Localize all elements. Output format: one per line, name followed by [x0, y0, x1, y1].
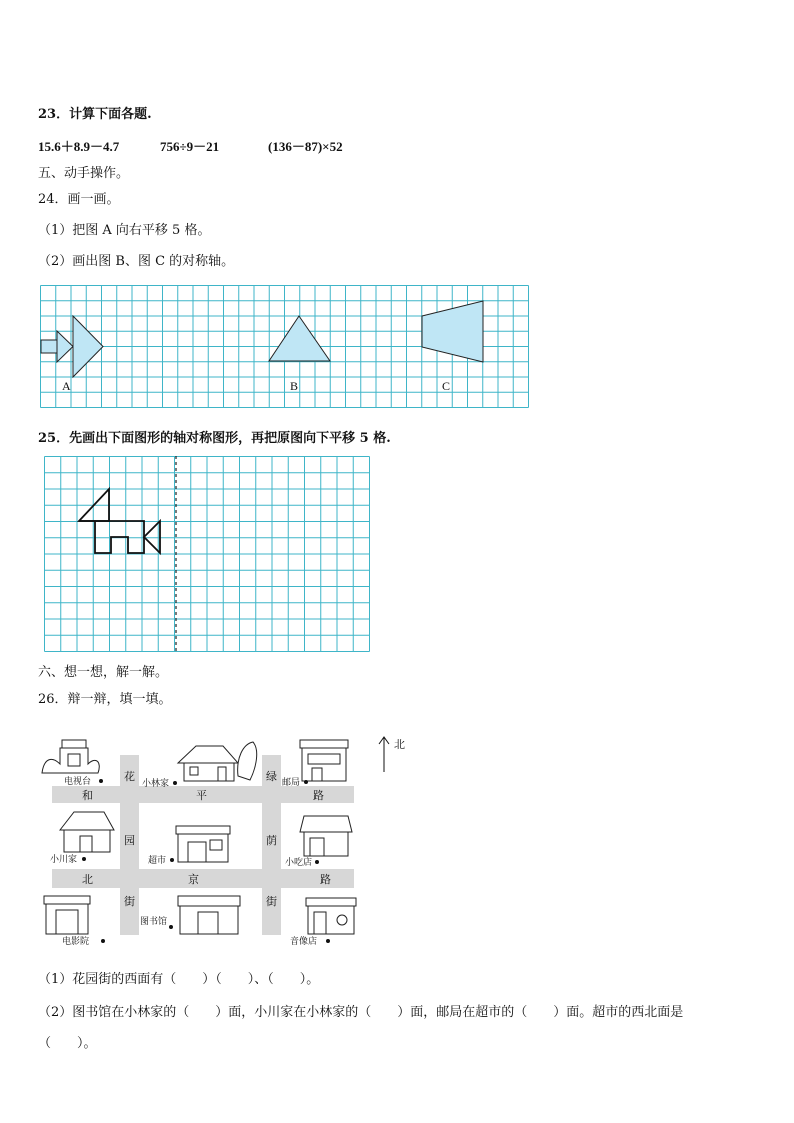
place-label: 音像店: [290, 937, 318, 947]
figure-c: [422, 301, 483, 362]
city-map: [38, 728, 418, 948]
place-label: 图书馆: [140, 917, 168, 927]
north-label: 北: [394, 738, 405, 751]
xiaochuan-house-icon: [60, 812, 114, 852]
library-icon: [178, 896, 240, 934]
post-office-icon: [300, 740, 348, 781]
section-5-heading: 五、动手操作。: [38, 166, 130, 181]
street-char: 绿: [266, 770, 277, 783]
expression-3: (136－87)×52: [268, 139, 343, 154]
beijing-road: [52, 869, 354, 888]
q25-grid-figure: [44, 456, 374, 652]
place-label: 电视台: [64, 777, 92, 787]
street-char: 街: [124, 895, 135, 908]
north-arrow-icon: [379, 737, 389, 772]
q24-item-1: （1）把图 A 向右平移 5 格。: [38, 223, 211, 238]
label-b: B: [290, 379, 299, 393]
street-char: 园: [124, 834, 135, 847]
place-label: 小林家: [142, 779, 170, 789]
q25-title: 25．先画出下面图形的轴对称图形，再把原图向下平移 5 格.: [38, 431, 391, 446]
street-char: 北: [82, 873, 93, 886]
supermarket-icon: [176, 826, 230, 862]
place-label: 电影院: [62, 937, 90, 947]
cinema-icon: [44, 896, 90, 934]
place-label: 超市: [148, 856, 167, 866]
street-char: 平: [196, 789, 207, 802]
xiaolin-house-icon: [178, 742, 257, 781]
label-a: A: [62, 379, 71, 393]
figure-a: [41, 316, 103, 377]
q26-question-2: （2）图书馆在小林家的（ ）面，小川家在小林家的（ ）面，邮局在超市的（ ）面。超市的西北面是: [38, 1005, 684, 1020]
label-c: C: [442, 379, 451, 393]
q25-grid: [45, 457, 370, 652]
place-label: 小吃店: [285, 858, 313, 868]
q24-item-2: （2）画出图 B、图 C 的对称轴。: [38, 254, 235, 269]
music-store-icon: [306, 898, 356, 934]
street-char: 街: [266, 895, 277, 908]
expression-1: 15.6＋8.9－4.7: [38, 139, 120, 154]
place-label: 邮局: [282, 778, 301, 788]
street-char: 路: [313, 789, 324, 802]
q24-grid-figure: [40, 285, 532, 410]
tv-station-icon: [42, 740, 99, 773]
street-char: 荫: [266, 834, 277, 847]
q23-title: 23．计算下面各题.: [38, 107, 152, 122]
figure-b: [269, 316, 330, 361]
street-char: 路: [320, 873, 331, 886]
snack-shop-icon: [300, 816, 352, 856]
section-6-heading: 六、想一想，解一解。: [38, 665, 169, 680]
street-char: 花: [124, 770, 135, 783]
q26-question-2-tail: （ ）。: [38, 1036, 97, 1051]
street-char: 京: [188, 873, 199, 886]
q26-title: 26．辩一辩，填一填。: [38, 692, 172, 707]
q24-title: 24．画一画。: [38, 192, 120, 207]
q26-question-1: （1）花园街的西面有（ ）（ ）、（ ）。: [38, 972, 320, 987]
expression-2: 756÷9－21: [160, 139, 220, 154]
place-label: 小川家: [50, 855, 78, 865]
street-char: 和: [82, 789, 93, 802]
